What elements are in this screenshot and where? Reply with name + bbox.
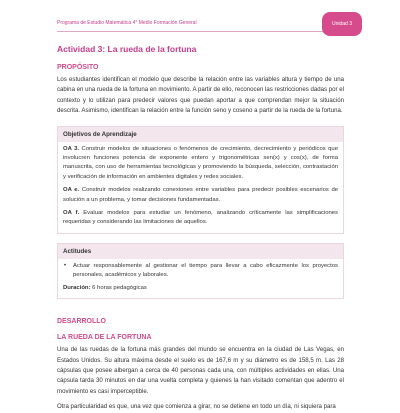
objetivos-box — [57, 126, 344, 234]
duration-label: Duración: — [63, 284, 91, 291]
objetivos-heading: Objetivos de Aprendizaje — [58, 127, 343, 142]
page-content — [57, 44, 344, 413]
actitudes-heading: Actitudes — [58, 244, 343, 259]
proposito-heading: PROPÓSITO — [57, 64, 99, 71]
unit-tab: Unidad 3 — [322, 12, 362, 36]
bullet-icon: • — [64, 262, 67, 269]
desarrollo-paragraph-1: Una de las ruedas de la fortuna más grandes del mundo se encuentra en la ciudad de Las Vegas, en Estados Unidos. Su altura máxima desde el suelo es de 167,6 m y su diámetro es de 158,5 m. Las 28 cápsulas que posee albergan a cerca de 40 personas cada una, con múltiples actividades en ellas. Una cápsula tarda 30 minutos en dar una vuelta completa y quienes la han visitado comentan que adentro el movimiento es casi imperceptible. — [57, 346, 344, 395]
objetivo-code: OA e. — [63, 187, 80, 194]
page-header — [0, 0, 400, 40]
objetivos-body — [58, 142, 343, 233]
proposito-text: Los estudiantes identifican el modelo que describe la relación entre las variables altura y tiempo de una cabina en una rueda de la fortuna en movimiento. A partir de ello, reconocen las restricciones dadas por el contexto y lo utilizan para predecir valores que puedan aportar a que comprendan mejor la situación descrita. Asimismo, identifican la relación entre la función seno y coseno a partir de la rueda de la fortuna. — [57, 76, 344, 115]
header-divider — [57, 31, 342, 32]
actitud-item — [63, 262, 338, 281]
objetivo-code: OA 3. — [63, 145, 80, 152]
desarrollo-heading: DESARROLLO — [57, 318, 106, 326]
objetivo-item — [63, 145, 338, 183]
actitud-text: Actuar responsablemente al gestionar el tiempo para llevar a cabo eficazmente los proyectos personales, académicos y laborales. — [73, 262, 338, 279]
program-header-text: Programa de Estudio Matemática 4° Medio Formación General — [57, 20, 197, 26]
duration — [63, 284, 338, 293]
objetivo-text: Evaluar modelos para estudiar un fenómeno, analizando críticamente las simplificaciones requeridas y considerando las limitaciones de aquellos. — [63, 210, 338, 226]
actitudes-box — [57, 243, 344, 299]
rueda-subheading: LA RUEDA DE LA FORTUNA — [57, 334, 152, 342]
duration-value: 6 horas pedagógicas — [92, 284, 147, 291]
objetivo-text: Construir modelos de situaciones o fenómenos de crecimiento, decrecimiento y periódicos que involucren funciones potencia de exponente entero y trigonométricas sen(x) y cos(x), de forma manuscrita, con uso de herramientas tecnológicas y promoviendo la búsqueda, selección, contrastación y verificación de información en ambientes digitales y redes sociales. — [63, 145, 338, 180]
desarrollo-paragraph-2: Otra particularidad es que, una vez que comienza a girar, no se detiene en todo un día, ni siquiera para — [57, 403, 336, 411]
objetivo-item — [63, 186, 338, 205]
objetivo-code: OA f. — [63, 210, 80, 217]
objetivo-item — [63, 209, 338, 228]
objetivo-text: Construir modelos realizando conexiones entre variables para predecir posibles escenarios de solución a un problema, y tomar decisiones fundamentadas. — [63, 187, 339, 203]
actitudes-list — [63, 262, 338, 281]
actitudes-body — [58, 259, 343, 298]
activity-title: Actividad 3: La rueda de la fortuna — [57, 44, 197, 54]
